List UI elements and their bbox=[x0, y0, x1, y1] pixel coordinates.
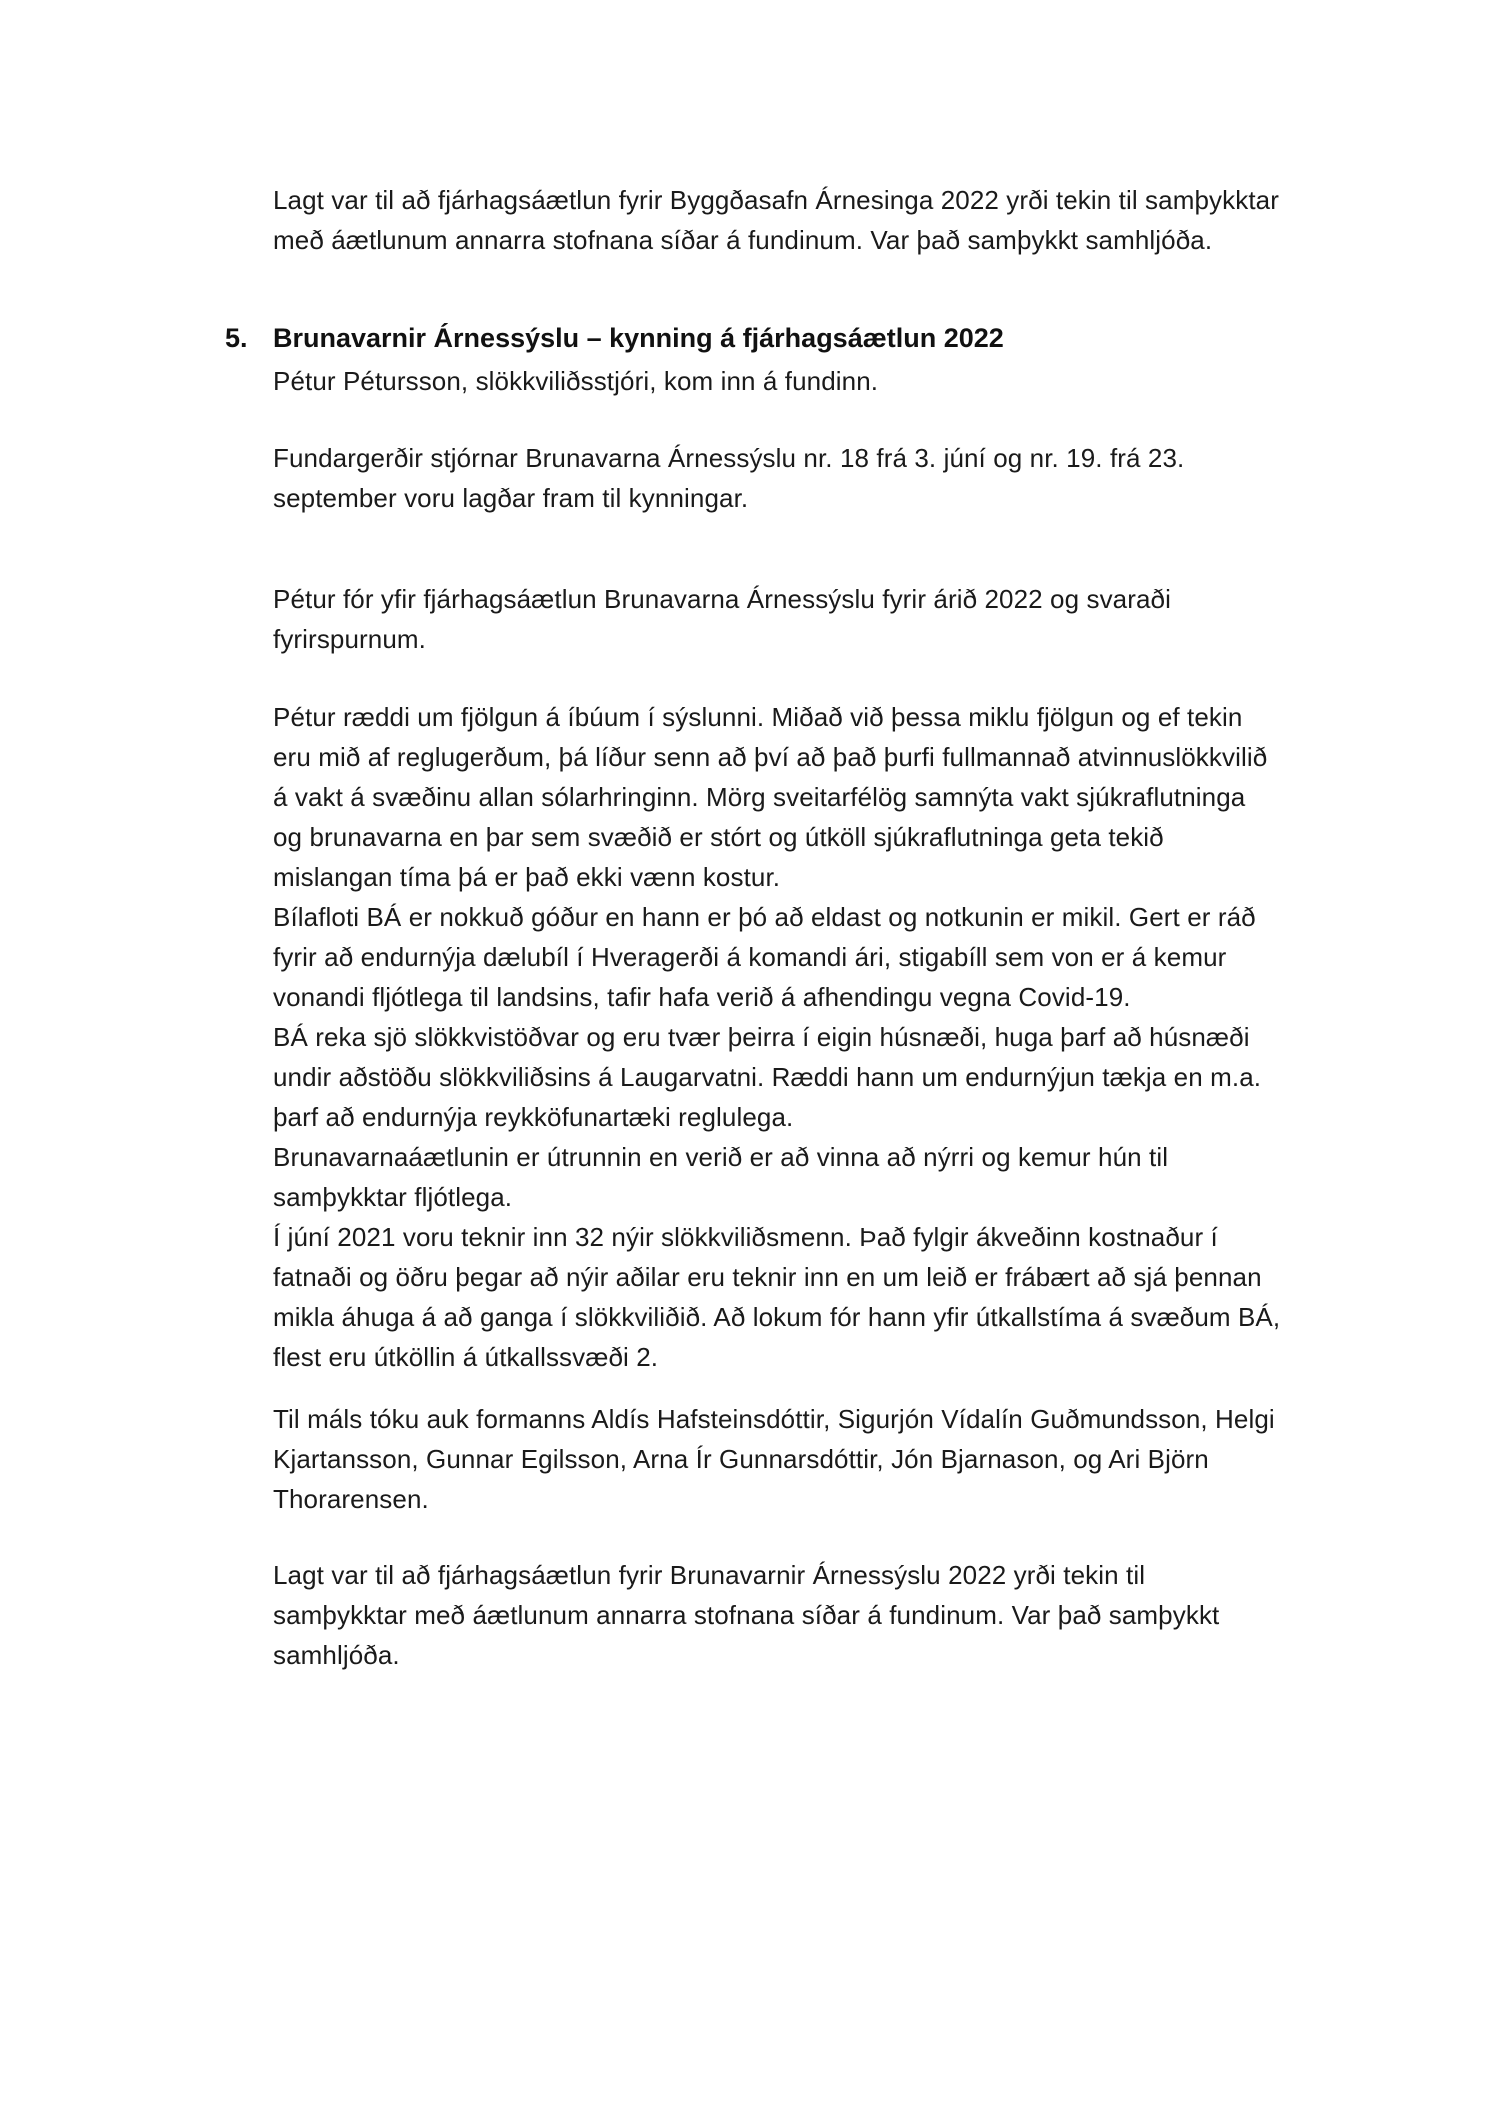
speakers-paragraph bbox=[273, 1399, 1348, 1519]
paragraph-line: mislangan tíma þá er það ekki vænn kostur. bbox=[273, 862, 781, 892]
conclusion-paragraph bbox=[273, 1555, 1348, 1675]
paragraph-line: Bílafloti BÁ er nokkuð góður en hann er þó að eldast og notkunin er mikil. Gert er ráð bbox=[273, 902, 1256, 932]
paragraph-line: þarf að endurnýja reykköfunartæki reglulega. bbox=[273, 1102, 794, 1132]
section-title: Brunavarnir Árnessýslu – kynning á fjárhagsáætlun 2022 bbox=[273, 323, 1004, 353]
paragraph-line: samhljóða. bbox=[273, 1640, 400, 1670]
paragraph-line: Lagt var til að fjárhagsáætlun fyrir Brunavarnir Árnessýslu 2022 yrði tekin til bbox=[273, 1560, 1146, 1590]
overview-paragraph bbox=[273, 579, 1348, 659]
attendance-paragraph bbox=[273, 361, 1348, 401]
paragraph-line: flest eru útköllin á útkallssvæði 2. bbox=[273, 1342, 659, 1372]
paragraph-line: á vakt á svæðinu allan sólarhringinn. Mörg sveitarfélög samnýta vakt sjúkraflutninga bbox=[273, 782, 1246, 812]
paragraph-line: Pétur fór yfir fjárhagsáætlun Brunavarna Árnessýslu fyrir árið 2022 og svaraði bbox=[273, 584, 1171, 614]
paragraph-line: BÁ reka sjö slökkvistöðvar og eru tvær þeirra í eigin húsnæði, huga þarf að húsnæði bbox=[273, 1022, 1250, 1052]
paragraph-line: Lagt var til að fjárhagsáætlun fyrir Byggðasafn Árnesinga 2022 yrði tekin til samþykktar bbox=[273, 185, 1279, 215]
section-heading bbox=[225, 318, 1004, 358]
paragraph-line: Kjartansson, Gunnar Egilsson, Arna Ír Gunnarsdóttir, Jón Bjarnason, og Ari Björn bbox=[273, 1444, 1209, 1474]
paragraph-line: eru mið af reglugerðum, þá líður senn að því að það þurfi fullmannað atvinnuslökkvilið bbox=[273, 742, 1268, 772]
section-number: 5. bbox=[225, 323, 248, 353]
paragraph-line: mikla áhuga á að ganga í slökkviliðið. Að lokum fór hann yfir útkallstíma á svæðum BÁ, bbox=[273, 1302, 1281, 1332]
paragraph-line: með áætlunum annarra stofnana síðar á fundinum. Var það samþykkt samhljóða. bbox=[273, 225, 1213, 255]
discussion-paragraph bbox=[273, 697, 1348, 1377]
paragraph-line: Fundargerðir stjórnar Brunavarna Árnessýslu nr. 18 frá 3. júní og nr. 19. frá 23. bbox=[273, 443, 1185, 473]
paragraph-line: Í júní 2021 voru teknir inn 32 nýir slökkviliðsmenn. Það fylgir ákveðinn kostnaður í bbox=[273, 1222, 1218, 1252]
paragraph-line: Thorarensen. bbox=[273, 1484, 429, 1514]
paragraph-line: vonandi fljótlega til landsins, tafir hafa verið á afhendingu vegna Covid-19. bbox=[273, 982, 1131, 1012]
intro-paragraph bbox=[273, 180, 1348, 260]
minutes-paragraph bbox=[273, 438, 1348, 518]
paragraph-line: Pétur Pétursson, slökkviliðsstjóri, kom inn á fundinn. bbox=[273, 366, 879, 396]
paragraph-line: fyrirspurnum. bbox=[273, 624, 426, 654]
paragraph-line: samþykktar með áætlunum annarra stofnana síðar á fundinum. Var það samþykkt bbox=[273, 1600, 1220, 1630]
paragraph-line: fatnaði og öðru þegar að nýir aðilar eru teknir inn en um leið er frábært að sjá þennan bbox=[273, 1262, 1262, 1292]
paragraph-line: Til máls tóku auk formanns Aldís Hafsteinsdóttir, Sigurjón Vídalín Guðmundsson, Helgi bbox=[273, 1404, 1275, 1434]
paragraph-line: samþykktar fljótlega. bbox=[273, 1182, 513, 1212]
paragraph-line: fyrir að endurnýja dælubíl í Hveragerði á komandi ári, stigabíll sem von er á kemur bbox=[273, 942, 1227, 972]
paragraph-line: september voru lagðar fram til kynningar. bbox=[273, 483, 749, 513]
paragraph-line: og brunavarna en þar sem svæðið er stórt og útköll sjúkraflutninga geta tekið bbox=[273, 822, 1164, 852]
paragraph-line: Brunavarnaáætlunin er útrunnin en verið er að vinna að nýrri og kemur hún til bbox=[273, 1142, 1169, 1172]
paragraph-line: Pétur ræddi um fjölgun á íbúum í sýslunni. Miðað við þessa miklu fjölgun og ef tekin bbox=[273, 702, 1243, 732]
paragraph-line: undir aðstöðu slökkviliðsins á Laugarvatni. Ræddi hann um endurnýjun tækja en m.a. bbox=[273, 1062, 1262, 1092]
